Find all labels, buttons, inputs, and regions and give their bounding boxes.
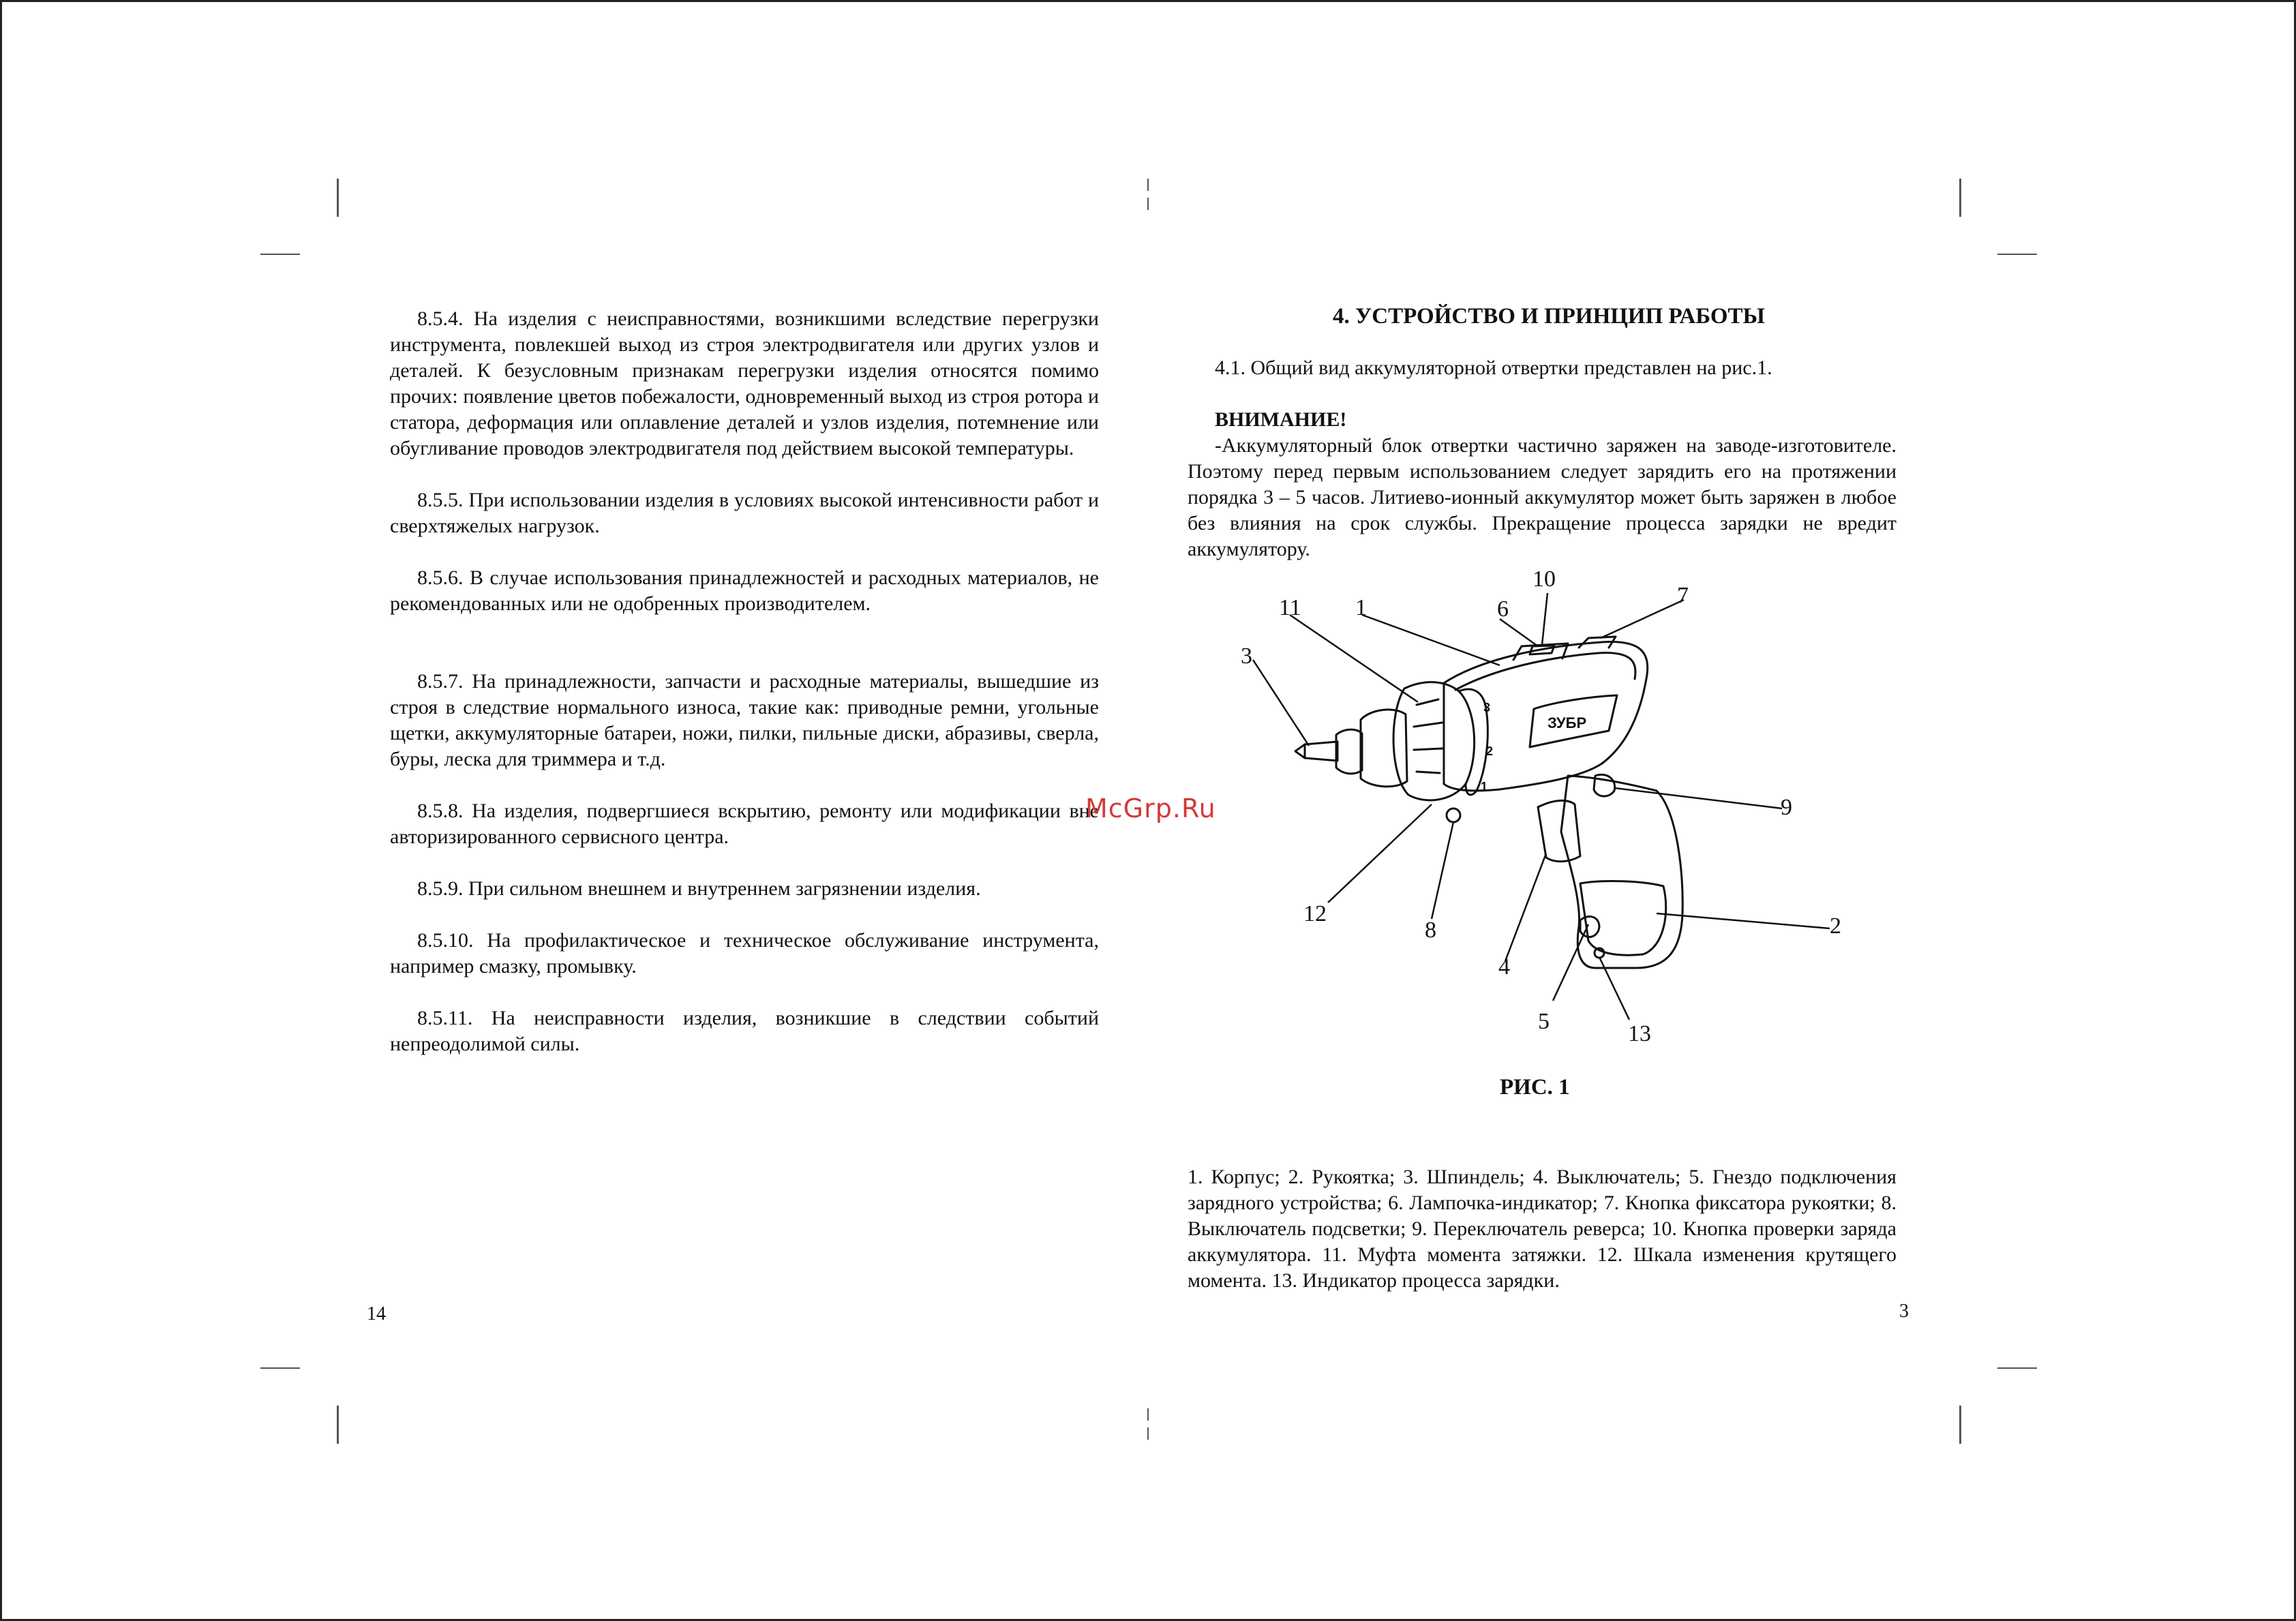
collar-rib xyxy=(1417,772,1440,773)
brand-label: ЗУБР xyxy=(1547,714,1587,731)
leader-line-1 xyxy=(1362,615,1500,665)
watermark: McGrp.Ru xyxy=(1085,793,1216,823)
paragraph-8-5-7: 8.5.7. На принадлежности, запчасти и расходные материалы, вышедшие из строя в следствие нормального износа, такие как: приводные ремни, угольные щетки, аккумуляторные батареи, ножи, пилки, пильные диски, абразивы, сверла, буры, леска для триммера и т.д. xyxy=(390,670,1099,770)
paragraph-8-5-4: 8.5.4. На изделия с неисправностями, возникшими вследствие перегрузки инструмента, повлекшей выход из строя электродвигателя или других узлов и деталей. К безусловным признакам перегрузки изделия относятся помимо прочих: появление цветов побежалости, одновременный выход из строя ротора и статора, деформация или оплавление деталей и узлов изделия, потемнение или обугливание проводов электродвигателя под действием высокой температуры. xyxy=(390,307,1099,459)
trigger xyxy=(1538,800,1580,861)
leader-line-7 xyxy=(1601,600,1684,638)
figure-caption: РИС. 1 xyxy=(1500,1075,1570,1100)
leader-line-3 xyxy=(1253,660,1309,746)
callout-9: 9 xyxy=(1781,795,1792,820)
bit-tip xyxy=(1295,744,1305,758)
chuck-front xyxy=(1336,729,1362,774)
leader-line-13 xyxy=(1599,957,1629,1020)
torque-scale-mark: 1 xyxy=(1481,780,1488,793)
bit xyxy=(1305,742,1338,761)
callout-10: 10 xyxy=(1532,566,1556,592)
callout-2: 2 xyxy=(1830,913,1841,939)
warning-title: ВНИМАНИЕ! xyxy=(1215,408,1347,431)
callout-1: 1 xyxy=(1355,595,1367,620)
callout-7: 7 xyxy=(1677,583,1689,608)
body-housing xyxy=(1444,642,1648,791)
leader-line-12 xyxy=(1328,804,1432,903)
callout-4: 4 xyxy=(1498,954,1510,980)
callout-6: 6 xyxy=(1497,596,1509,622)
chuck xyxy=(1361,710,1407,787)
callout-13: 13 xyxy=(1628,1021,1651,1046)
callout-12: 12 xyxy=(1303,901,1327,926)
handle xyxy=(1561,776,1682,968)
paragraph-8-5-11: 8.5.11. На неисправности изделия, возникшие в следствии событий непреодолимой силы. xyxy=(390,1007,1099,1055)
leader-line-9 xyxy=(1614,788,1782,808)
paragraph-8-5-10: 8.5.10. На профилактическое и техническое обслуживание инструмента, например смазку, промывку. xyxy=(390,929,1099,978)
collar-rib xyxy=(1414,723,1442,727)
intro-paragraph: 4.1. Общий вид аккумуляторной отвертки представлен на рис.1. xyxy=(1215,357,1772,379)
paragraph-8-5-6: 8.5.6. В случае использования принадлежностей и расходных материалов, не рекомендованных или не одобренных производителем. xyxy=(390,566,1099,615)
leader-line-10 xyxy=(1542,593,1547,645)
collar-rib xyxy=(1417,699,1438,705)
leader-line-6 xyxy=(1500,619,1538,646)
warning-paragraph: -Аккумуляторный блок отвертки частично заряжен на заводе-изготовителе. Поэтому перед первым использованием следует зарядить его на протяжении порядка 3 – 5 часов. Литиево-ионный аккумулятор может быть заряжен в любое без влияния на срок службы. Прекращение процесса зарядки не вредит аккумулятору. xyxy=(1188,434,1897,560)
light-switch xyxy=(1447,808,1460,822)
page-number-right: 3 xyxy=(1899,1301,1909,1322)
callout-5: 5 xyxy=(1538,1009,1550,1034)
page-number-left: 14 xyxy=(367,1303,386,1324)
collar-rib xyxy=(1414,748,1442,750)
callout-8: 8 xyxy=(1425,918,1436,943)
callout-3: 3 xyxy=(1241,643,1252,669)
figure-legend: 1. Корпус; 2. Рукоятка; 3. Шпиндель; 4. Выключатель; 5. Гнездо подключения зарядного устройства; 6. Лампочка-индикатор; 7. Кнопка фиксатора рукоятки; 8. Выключатель подсветки; 9. Переключатель реверса; 10. Кнопка проверки заряда аккумулятора. 11. Муфта момента затяжки. 12. Шкала изменения крутящего момента. 13. Индикатор процесса зарядки. xyxy=(1188,1166,1897,1292)
torque-scale-mark: 3 xyxy=(1483,701,1491,714)
callout-11: 11 xyxy=(1279,595,1301,620)
paragraph-8-5-9: 8.5.9. При сильном внешнем и внутреннем загрязнении изделия. xyxy=(417,877,981,900)
paragraph-8-5-5: 8.5.5. При использовании изделия в условиях высокой интенсивности работ и сверхтяжелых нагрузок. xyxy=(390,489,1099,537)
leader-line-8 xyxy=(1432,822,1453,919)
section-title: 4. УСТРОЙСТВО И ПРИНЦИП РАБОТЫ xyxy=(1333,304,1765,329)
leader-line-4 xyxy=(1505,853,1546,961)
paragraph-8-5-8: 8.5.8. На изделия, подвергшиеся вскрытию, ремонту или модификации вне авторизированного сервисного центра. xyxy=(390,800,1099,848)
torque-scale-mark: 2 xyxy=(1486,744,1494,758)
